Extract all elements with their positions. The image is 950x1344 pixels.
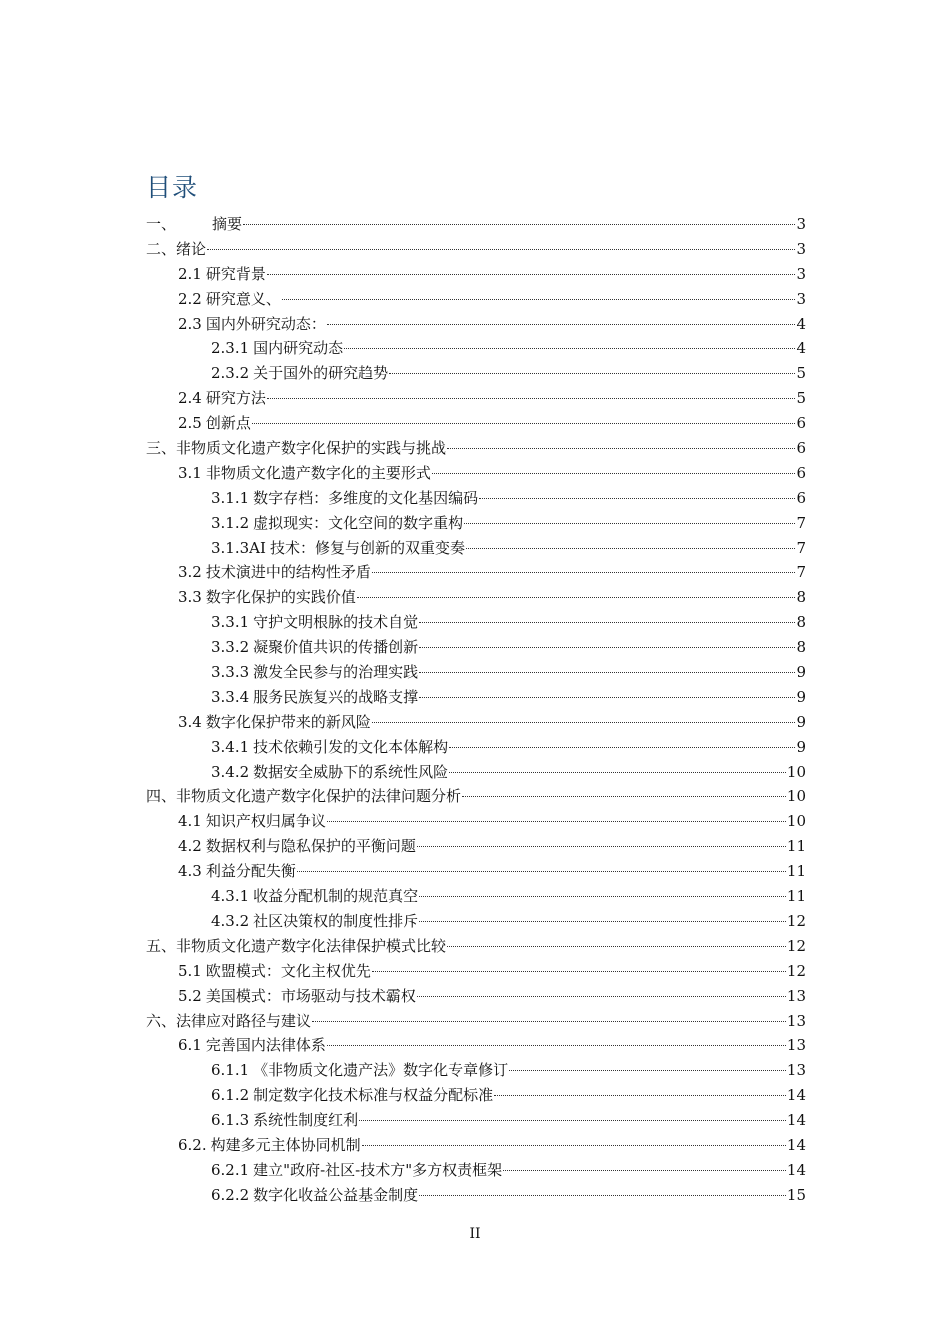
toc-entry-number: 3.3.1	[211, 613, 250, 632]
toc-entry-number: 6.2.1	[211, 1160, 250, 1179]
dot-leader	[417, 996, 786, 997]
dot-leader	[297, 871, 786, 872]
toc-entry[interactable]	[146, 1083, 806, 1108]
toc-entry[interactable]	[146, 934, 806, 959]
dot-leader	[494, 1095, 786, 1096]
dot-leader	[267, 398, 796, 399]
toc-entry-number: 6.1.1	[211, 1061, 250, 1080]
toc-entry-title: 非物质文化遗产数字化保护的实践与挑战	[176, 439, 447, 458]
toc-entry[interactable]	[146, 585, 806, 610]
toc-entry[interactable]	[146, 212, 806, 237]
toc-entry-title: 非物质文化遗产数字化法律保护模式比较	[176, 936, 447, 955]
toc-entry[interactable]	[146, 536, 806, 561]
toc-entry-title: 绪论	[176, 239, 207, 258]
toc-entry[interactable]	[146, 610, 806, 635]
toc-entry[interactable]	[146, 411, 806, 436]
toc-entry-title: 收益分配机制的规范真空	[253, 887, 419, 906]
toc-entry-title: 《非物质文化遗产法》数字化专章修订	[253, 1061, 509, 1080]
dot-leader	[359, 1120, 786, 1121]
toc-entry-page: 13	[786, 1061, 806, 1080]
toc-entry-page: 6	[796, 439, 806, 458]
toc-entry[interactable]	[146, 361, 806, 386]
toc-entry-title: 美国模式：市场驱动与技术霸权	[205, 986, 416, 1005]
toc-entry-page: 4	[796, 339, 806, 358]
toc-entry-page: 14	[786, 1086, 806, 1105]
toc-entry-number: 6.2.2	[211, 1185, 250, 1204]
toc-entry-number: 3.4	[178, 712, 202, 731]
toc-entry-page: 13	[786, 1036, 806, 1055]
toc-entry-title: 技术依赖引发的文化本体解构	[253, 737, 449, 756]
toc-entry-title: 研究意义、	[205, 289, 281, 308]
page-number: II	[469, 1226, 481, 1242]
toc-entry-title: 制定数字化技术标准与权益分配标准	[253, 1086, 494, 1105]
toc-entry[interactable]	[146, 486, 806, 511]
toc-entry-page: 12	[786, 911, 806, 930]
toc-entry-number: 6.1.2	[211, 1086, 250, 1105]
toc-entry[interactable]	[146, 959, 806, 984]
toc-entry-page: 11	[786, 862, 806, 881]
toc-entry-number: 2.1	[178, 264, 202, 283]
toc-entry[interactable]	[146, 461, 806, 486]
toc-entry-title: 数据安全威胁下的系统性风险	[253, 762, 449, 781]
toc-entry-page: 11	[786, 887, 806, 906]
toc-entry-page: 6	[796, 463, 806, 482]
toc-entry[interactable]	[146, 984, 806, 1009]
dot-leader	[372, 722, 796, 723]
toc-entry-title: 研究背景	[205, 264, 266, 283]
dot-leader	[509, 1070, 786, 1071]
dot-leader	[207, 249, 795, 250]
dot-leader	[449, 747, 795, 748]
dot-leader	[466, 548, 796, 549]
dot-leader	[419, 672, 795, 673]
dot-leader	[357, 597, 796, 598]
toc-entry-page: 14	[786, 1135, 806, 1154]
toc-entry-number: 2.5	[178, 414, 202, 433]
toc-entry[interactable]	[146, 760, 806, 785]
toc-entry-page: 9	[796, 712, 806, 731]
dot-leader	[447, 448, 795, 449]
toc-entry[interactable]	[146, 436, 806, 461]
toc-entry-page: 5	[796, 389, 806, 408]
toc-title: 目录	[146, 173, 199, 202]
dot-leader	[419, 896, 786, 897]
toc-entry-number: 四、	[146, 787, 177, 806]
toc-entry-title: 数字化保护的实践价值	[205, 588, 356, 607]
toc-entry-page: 8	[796, 613, 806, 632]
toc-entry-number: 6.2.	[178, 1135, 207, 1154]
dot-leader	[464, 523, 795, 524]
toc-entry-number: 6.1	[178, 1036, 202, 1055]
toc-entry-title: 激发全民参与的治理实践	[253, 663, 419, 682]
toc-entry-number: 2.2	[178, 289, 202, 308]
toc-entry-title: 系统性制度红利	[253, 1111, 359, 1130]
toc-entry[interactable]	[146, 1058, 806, 1083]
toc-entry-number: 2.3.1	[211, 339, 250, 358]
dot-leader	[419, 622, 795, 623]
toc-entry-number: 3.1.2	[211, 513, 250, 532]
toc-entry-title: 社区决策权的制度性排斥	[253, 911, 419, 930]
toc-entry[interactable]	[146, 511, 806, 536]
toc-entry-title: 摘要	[212, 215, 243, 233]
toc-entry-page: 3	[796, 215, 806, 233]
toc-entry-page: 8	[796, 638, 806, 657]
toc-entry[interactable]	[146, 735, 806, 760]
toc-entry-number: 3.4.1	[211, 737, 250, 756]
toc-entry-number: 六、	[146, 1011, 177, 1030]
toc-entry[interactable]	[146, 287, 806, 312]
dot-leader	[419, 1195, 786, 1196]
dot-leader	[327, 324, 796, 325]
toc-entry[interactable]	[146, 560, 806, 585]
toc-entry-page: 12	[786, 936, 806, 955]
toc-entry-title: 数字化保护带来的新风险	[205, 712, 371, 731]
dot-leader	[419, 921, 786, 922]
toc-entry-number: 2.3	[178, 314, 202, 333]
toc-entry-title: 关于国外的研究趋势	[253, 364, 389, 383]
toc-entry-number: 3.1	[178, 463, 202, 482]
dot-leader	[432, 473, 796, 474]
toc-entry-title: 研究方法	[205, 389, 266, 408]
toc-entry-title: 虚拟现实：文化空间的数字重构	[253, 513, 464, 532]
toc-entry-page: 7	[796, 513, 806, 532]
toc-entry[interactable]	[146, 386, 806, 411]
toc-entry-title: 技术演进中的结构性矛盾	[205, 563, 371, 582]
dot-leader	[479, 498, 795, 499]
toc-entry[interactable]	[146, 710, 806, 735]
toc-entry[interactable]	[146, 237, 806, 262]
toc-entry-title: 建立"政府-社区-技术方"多方权责框架	[253, 1160, 503, 1179]
toc-entry-title: 非物质文化遗产数字化保护的法律问题分析	[176, 787, 462, 806]
toc-entry-page: 4	[796, 314, 806, 333]
toc-entry-number: 3.3	[178, 588, 202, 607]
dot-leader	[372, 572, 796, 573]
dot-leader	[282, 299, 796, 300]
toc-entry-page: 6	[796, 414, 806, 433]
toc-entry[interactable]	[146, 784, 806, 809]
toc-entry[interactable]	[146, 1183, 806, 1208]
toc-entry-title: 法律应对路径与建议	[176, 1011, 312, 1030]
toc-entry-title: 数据权利与隐私保护的平衡问题	[205, 837, 416, 856]
toc-entry-number: 4.3.1	[211, 887, 250, 906]
toc-entry-page: 15	[786, 1185, 806, 1204]
toc-entry-title: 非物质文化遗产数字化的主要形式	[205, 463, 431, 482]
toc-entry-page: 6	[796, 488, 806, 507]
dot-leader	[503, 1170, 786, 1171]
toc-entry[interactable]	[146, 262, 806, 287]
toc-entry[interactable]	[146, 1108, 806, 1133]
toc-entry-number: 一、	[146, 215, 177, 233]
toc-list	[146, 212, 806, 1208]
toc-entry-page: 12	[786, 961, 806, 980]
toc-entry-title: 知识产权归属争议	[205, 812, 326, 831]
toc-entry-number: 6.1.3	[211, 1111, 250, 1130]
toc-entry[interactable]	[146, 660, 806, 685]
toc-entry-title: 欧盟模式：文化主权优先	[205, 961, 371, 980]
toc-entry-page: 5	[796, 364, 806, 383]
toc-entry-title: 国内研究动态	[253, 339, 344, 358]
dot-leader	[327, 1045, 786, 1046]
toc-entry-page: 7	[796, 563, 806, 582]
toc-entry-page: 11	[786, 837, 806, 856]
dot-leader	[252, 423, 796, 424]
toc-entry-title: 利益分配失衡	[205, 862, 296, 881]
toc-entry-page: 8	[796, 588, 806, 607]
dot-leader	[449, 772, 786, 773]
toc-entry-number: 4.3	[178, 862, 202, 881]
toc-entry[interactable]	[146, 859, 806, 884]
toc-entry-number: 4.1	[178, 812, 202, 831]
toc-entry-page: 13	[786, 1011, 806, 1030]
dot-leader	[372, 971, 786, 972]
dot-leader	[243, 224, 795, 225]
toc-entry-number: 三、	[146, 439, 177, 458]
toc-entry[interactable]	[146, 635, 806, 660]
toc-entry-number: 3.1.1	[211, 488, 250, 507]
toc-entry-number: 3.3.4	[211, 687, 250, 706]
toc-entry-title: 创新点	[205, 414, 251, 433]
dot-leader	[389, 373, 795, 374]
toc-entry-number: 5.1	[178, 961, 202, 980]
dot-leader	[267, 274, 796, 275]
dot-leader	[419, 697, 795, 698]
toc-entry[interactable]	[146, 336, 806, 361]
toc-entry-title: 技术：修复与创新的双重变奏	[269, 538, 465, 557]
dot-leader	[419, 647, 795, 648]
toc-entry-title: 守护文明根脉的技术自觉	[253, 613, 419, 632]
dot-leader	[417, 846, 786, 847]
toc-entry-number: 3.3.3	[211, 663, 250, 682]
toc-entry-title: 数字存档：多维度的文化基因编码	[253, 488, 479, 507]
toc-entry-page: 7	[796, 538, 806, 557]
toc-entry-page: 9	[796, 737, 806, 756]
toc-entry-number: 3.3.2	[211, 638, 250, 657]
toc-entry-page: 3	[796, 264, 806, 283]
toc-entry-page: 3	[796, 289, 806, 308]
toc-entry-page: 3	[796, 239, 806, 258]
toc-entry[interactable]	[146, 1158, 806, 1183]
toc-entry-number: 4.3.2	[211, 911, 250, 930]
toc-entry-number: 3.1.3AI	[211, 538, 266, 557]
toc-entry[interactable]	[146, 809, 806, 834]
dot-leader	[327, 821, 786, 822]
dot-leader	[447, 946, 786, 947]
dot-leader	[312, 1021, 786, 1022]
toc-entry-title: 服务民族复兴的战略支撑	[253, 687, 419, 706]
toc-entry-page: 10	[786, 762, 806, 781]
toc-entry-number: 4.2	[178, 837, 202, 856]
toc-entry[interactable]	[146, 312, 806, 337]
toc-entry-page: 14	[786, 1111, 806, 1130]
toc-entry-number: 3.2	[178, 563, 202, 582]
dot-leader	[344, 348, 795, 349]
toc-entry-page: 14	[786, 1160, 806, 1179]
toc-entry-number: 二、	[146, 239, 177, 258]
toc-entry-title: 构建多元主体协同机制	[210, 1135, 361, 1154]
toc-entry[interactable]	[146, 685, 806, 710]
toc-entry-title: 国内外研究动态：	[205, 314, 326, 333]
toc-entry-page: 13	[786, 986, 806, 1005]
toc-entry[interactable]	[146, 834, 806, 859]
toc-entry[interactable]	[146, 1009, 806, 1034]
toc-entry[interactable]	[146, 1133, 806, 1158]
toc-entry[interactable]	[146, 909, 806, 934]
toc-entry-number: 2.3.2	[211, 364, 250, 383]
toc-entry-number: 五、	[146, 936, 177, 955]
toc-entry[interactable]	[146, 1033, 806, 1058]
toc-entry-number: 2.4	[178, 389, 202, 408]
toc-entry-title: 数字化收益公益基金制度	[253, 1185, 419, 1204]
dot-leader	[462, 796, 786, 797]
toc-entry-number: 5.2	[178, 986, 202, 1005]
toc-entry-page: 9	[796, 687, 806, 706]
toc-entry-page: 9	[796, 663, 806, 682]
toc-entry[interactable]	[146, 884, 806, 909]
toc-entry-page: 10	[786, 812, 806, 831]
dot-leader	[362, 1145, 786, 1146]
toc-entry-title: 完善国内法律体系	[205, 1036, 326, 1055]
toc-entry-title: 凝聚价值共识的传播创新	[253, 638, 419, 657]
toc-entry-page: 10	[786, 787, 806, 806]
toc-entry-number: 3.4.2	[211, 762, 250, 781]
